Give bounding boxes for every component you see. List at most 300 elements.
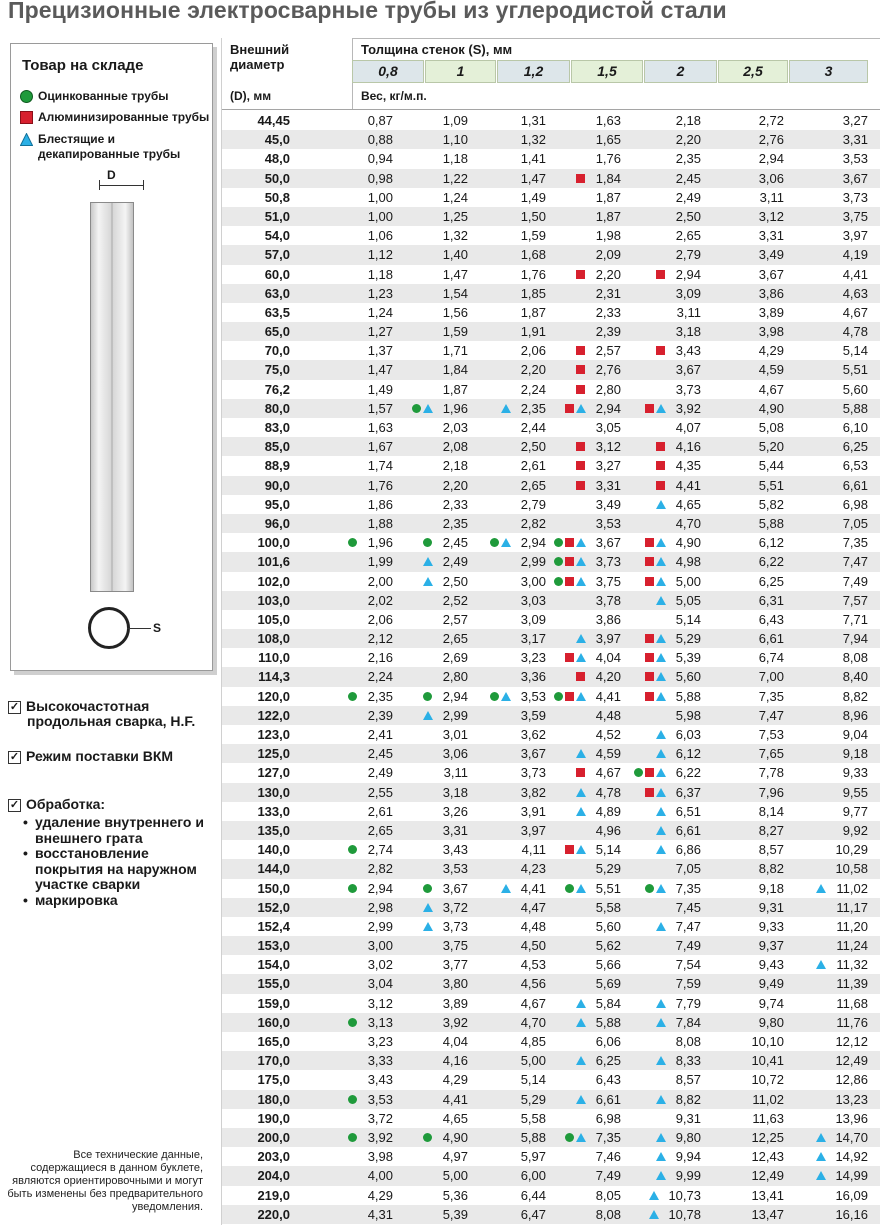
blue-triangle-icon <box>816 1152 826 1161</box>
weight-cell: 6,61 <box>595 1091 621 1107</box>
weight-cell: 6,98 <box>842 496 868 512</box>
red-square-icon <box>645 768 654 777</box>
weight-cell: 8,40 <box>842 669 868 685</box>
weight-cell: 3,59 <box>520 707 546 723</box>
weight-cell: 2,00 <box>367 573 393 589</box>
weight-cell: 2,45 <box>675 170 701 186</box>
weight-cell: 2,45 <box>367 746 393 762</box>
weight-cell: 3,31 <box>595 477 621 493</box>
weight-cell: 6,98 <box>595 1110 621 1126</box>
weight-cell: 3,82 <box>520 784 546 800</box>
table-row <box>222 360 880 379</box>
diameter-cell: 120,0 <box>257 688 290 704</box>
diameter-cell: 165,0 <box>257 1034 290 1049</box>
green-circle-icon <box>348 1018 357 1027</box>
blue-triangle-icon <box>816 1171 826 1180</box>
weight-cell: 3,67 <box>842 170 868 186</box>
weight-cell: 2,65 <box>367 822 393 838</box>
table-row <box>222 1032 880 1051</box>
weight-cell: 3,23 <box>367 1034 393 1049</box>
weight-cell: 8,08 <box>595 1206 621 1222</box>
table-row <box>222 476 880 495</box>
weight-cell: 2,02 <box>367 592 393 608</box>
blue-triangle-icon <box>656 1171 666 1180</box>
weight-cell: 2,55 <box>367 784 393 800</box>
weight-cell: 2,09 <box>595 247 621 263</box>
weight-cell: 6,06 <box>595 1034 621 1049</box>
diameter-cell: 123,0 <box>257 727 290 742</box>
weight-cell: 7,59 <box>675 976 701 992</box>
weight-cell: 11,20 <box>836 918 868 934</box>
blue-triangle-icon <box>576 404 586 413</box>
table-row <box>222 341 880 360</box>
diameter-cell: 150,0 <box>257 880 290 896</box>
table-row <box>222 572 880 591</box>
blue-triangle-icon <box>576 884 586 893</box>
red-square-icon <box>645 634 654 643</box>
legend-label: Блестящие и декапированные трубы <box>38 132 181 161</box>
diameter-cell: 203,0 <box>257 1149 290 1165</box>
weight-cell: 6,25 <box>758 573 784 589</box>
weight-cell: 7,96 <box>758 784 784 800</box>
table-row <box>222 399 880 418</box>
weight-cell: 12,43 <box>751 1149 784 1165</box>
red-square-icon <box>656 346 665 355</box>
weight-cell: 4,31 <box>367 1206 393 1222</box>
weight-cell: 3,91 <box>520 803 546 819</box>
blue-triangle-icon <box>656 1018 666 1027</box>
weight-cell: 9,33 <box>758 918 784 934</box>
checkbox-icon: ✓ <box>9 701 20 713</box>
weight-cell: 2,24 <box>367 669 393 685</box>
weight-cell: 2,18 <box>675 113 701 128</box>
red-square-icon <box>565 557 574 566</box>
red-square-icon <box>645 788 654 797</box>
weight-cell: 7,53 <box>758 727 784 742</box>
table-row <box>222 1128 880 1147</box>
diameter-cell: 85,0 <box>264 439 290 455</box>
blue-triangle-icon <box>576 1056 586 1065</box>
weight-cell: 3,02 <box>367 957 393 973</box>
feature-text: продольная сварка, H.F. <box>27 713 196 729</box>
legend-aluminized <box>20 110 209 124</box>
blue-triangle-icon <box>656 653 666 662</box>
table-row <box>222 130 880 149</box>
weight-cell: 4,48 <box>595 707 621 723</box>
weight-cell: 5,51 <box>758 477 784 493</box>
weight-cell: 2,39 <box>595 324 621 340</box>
weight-cell: 6,86 <box>675 842 701 858</box>
table-row <box>222 629 880 648</box>
blue-triangle-icon <box>656 884 666 893</box>
weight-cell: 1,84 <box>442 362 468 378</box>
weight-cell: 4,00 <box>367 1168 393 1184</box>
weight-cell: 4,50 <box>520 938 546 954</box>
weight-cell: 2,65 <box>520 477 546 493</box>
weight-cell: 3,73 <box>595 554 621 570</box>
table-row <box>222 821 880 840</box>
weight-cell: 5,29 <box>595 861 621 877</box>
weight-cell: 1,91 <box>520 324 546 340</box>
weight-cell: 6,00 <box>520 1168 546 1184</box>
legend-label: Алюминизированные трубы <box>38 110 210 124</box>
weight-cell: 3,53 <box>442 861 468 877</box>
table-row <box>222 380 880 399</box>
diameter-cell: 75,0 <box>264 362 290 378</box>
table-row <box>222 188 880 207</box>
weight-cell: 11,63 <box>752 1110 784 1126</box>
weight-cell: 1,87 <box>595 208 621 224</box>
page-title: Прецизионные электросварные трубы из углеродистой стали <box>8 0 727 23</box>
weight-cell: 3,98 <box>367 1149 393 1165</box>
weight-cell: 2,33 <box>442 496 468 512</box>
blue-triangle-icon <box>656 999 666 1008</box>
weight-cell: 2,99 <box>442 707 468 723</box>
thickness-header-cell: 3 <box>789 60 868 83</box>
weight-cell: 3,12 <box>595 439 621 455</box>
weight-cell: 3,12 <box>367 995 393 1011</box>
weight-cell: 2,12 <box>367 631 393 647</box>
blue-triangle-icon <box>816 960 826 969</box>
green-circle-icon <box>554 577 563 586</box>
table-row <box>222 687 880 706</box>
weight-cell: 1,99 <box>367 554 393 570</box>
weight-cell: 1,96 <box>442 400 468 416</box>
weight-cell: 3,89 <box>758 304 784 320</box>
weight-cell: 9,55 <box>842 784 868 800</box>
diameter-cell: 90,0 <box>264 477 290 493</box>
weight-cell: 3,73 <box>442 918 468 934</box>
weight-cell: 5,08 <box>758 420 784 435</box>
weight-cell: 4,29 <box>367 1187 393 1203</box>
weight-cell: 1,12 <box>367 247 393 263</box>
weight-cell: 1,25 <box>442 208 468 224</box>
disclaimer: Все технические данные, содержащиеся в данном буклете, являются ориентировочными и могут быть изменены без предварительного уведомления. <box>7 1149 203 1213</box>
weight-cell: 3,05 <box>595 420 621 435</box>
diameter-cell: 80,0 <box>264 400 290 416</box>
weight-cell: 2,35 <box>442 515 468 531</box>
diameter-cell: 63,0 <box>264 285 290 301</box>
weight-cell: 5,51 <box>595 880 621 896</box>
table-row <box>222 456 880 475</box>
list-item: • удаление внутреннего и внешнего грата <box>23 815 205 846</box>
weight-cell: 5,58 <box>595 899 621 915</box>
weight-cell: 3,86 <box>758 285 784 301</box>
weight-cell: 0,88 <box>367 132 393 148</box>
blue-triangle-icon <box>423 903 433 912</box>
weight-cell: 10,73 <box>668 1187 701 1203</box>
weight-cell: 16,09 <box>835 1187 868 1203</box>
weight-cell: 2,50 <box>520 439 546 455</box>
red-square-icon <box>645 404 654 413</box>
weight-cell: 1,47 <box>367 362 393 378</box>
weight-cell: 4,11 <box>521 842 546 858</box>
weight-cell: 1,47 <box>520 170 546 186</box>
weight-cell: 13,23 <box>835 1091 868 1107</box>
blue-triangle-icon <box>649 1210 659 1219</box>
weight-cell: 9,49 <box>758 976 784 992</box>
blue-triangle-icon <box>576 538 586 547</box>
weight-cell: 1,65 <box>595 132 621 148</box>
table-row <box>222 648 880 667</box>
weight-header: Вес, кг/м.п. <box>361 89 427 103</box>
diameter-cell: 159,0 <box>257 995 290 1011</box>
weight-cell: 6,74 <box>758 650 784 666</box>
weight-cell: 3,73 <box>675 381 701 397</box>
weight-cell: 1,74 <box>367 458 393 474</box>
blue-triangle-icon <box>423 557 433 566</box>
blue-triangle-icon <box>501 538 511 547</box>
weight-cell: 9,43 <box>758 957 784 973</box>
weight-cell: 2,03 <box>442 420 468 435</box>
weight-cell: 3,92 <box>675 400 701 416</box>
weight-cell: 4,85 <box>520 1034 546 1049</box>
thickness-header-cell: 2 <box>644 60 717 83</box>
diameter-dimension-line <box>99 185 144 186</box>
table-row <box>222 207 880 226</box>
weight-cell: 7,05 <box>675 861 701 877</box>
feature-processing <box>8 797 220 908</box>
weight-cell: 4,56 <box>520 976 546 992</box>
green-circle-icon <box>348 1095 357 1104</box>
weight-cell: 4,67 <box>520 995 546 1011</box>
weight-cell: 12,49 <box>835 1053 868 1069</box>
green-circle-icon <box>565 884 574 893</box>
pipe-table <box>222 111 880 1224</box>
blue-triangle-icon <box>576 634 586 643</box>
weight-cell: 2,94 <box>367 880 393 896</box>
weight-cell: 3,67 <box>520 746 546 762</box>
weight-cell: 7,47 <box>758 707 784 723</box>
weight-cell: 2,94 <box>675 266 701 282</box>
diameter-cell: 130,0 <box>257 784 290 800</box>
weight-cell: 6,53 <box>842 458 868 474</box>
weight-cell: 7,35 <box>758 688 784 704</box>
weight-cell: 9,18 <box>842 746 868 762</box>
table-row <box>222 783 880 802</box>
blue-triangle-icon <box>576 999 586 1008</box>
weight-cell: 3,01 <box>442 727 468 742</box>
weight-cell: 1,00 <box>367 189 393 205</box>
diameter-cell: 180,0 <box>257 1091 290 1107</box>
thickness-header-cell: 1,2 <box>497 60 570 83</box>
weight-cell: 9,94 <box>675 1149 701 1165</box>
weight-cell: 1,86 <box>367 496 393 512</box>
table-row <box>222 1109 880 1128</box>
wall-dimension-line <box>127 628 151 629</box>
blue-triangle-icon <box>656 788 666 797</box>
weight-cell: 7,46 <box>595 1149 621 1165</box>
diameter-cell: 154,0 <box>257 957 290 973</box>
weight-cell: 4,78 <box>595 784 621 800</box>
red-square-icon <box>656 461 665 470</box>
weight-cell: 2,65 <box>442 631 468 647</box>
weight-cell: 11,02 <box>836 880 868 896</box>
weight-cell: 2,24 <box>520 381 546 397</box>
table-row <box>222 1166 880 1185</box>
diameter-cell: 170,0 <box>257 1053 290 1069</box>
table-row <box>222 495 880 514</box>
blue-triangle-icon <box>423 922 433 931</box>
weight-cell: 6,43 <box>758 611 784 627</box>
weight-cell: 4,53 <box>520 957 546 973</box>
red-square-icon <box>565 577 574 586</box>
weight-cell: 12,25 <box>751 1129 784 1145</box>
weight-cell: 4,96 <box>595 822 621 838</box>
green-circle-icon <box>645 884 654 893</box>
table-row <box>222 610 880 629</box>
weight-cell: 3,18 <box>675 324 701 340</box>
weight-cell: 5,88 <box>758 515 784 531</box>
blue-triangle-icon <box>576 807 586 816</box>
diameter-cell: 219,0 <box>257 1187 290 1203</box>
weight-cell: 7,84 <box>675 1014 701 1030</box>
weight-cell: 8,05 <box>595 1187 621 1203</box>
diameter-cell: 114,3 <box>258 669 290 685</box>
table-row <box>222 169 880 188</box>
weight-cell: 4,98 <box>675 554 701 570</box>
weight-cell: 4,70 <box>675 515 701 531</box>
weight-cell: 2,80 <box>595 381 621 397</box>
weight-cell: 3,43 <box>367 1072 393 1088</box>
diameter-cell: 96,0 <box>264 515 290 531</box>
red-square-icon <box>645 557 654 566</box>
weight-cell: 3,67 <box>675 362 701 378</box>
weight-cell: 7,35 <box>842 535 868 551</box>
weight-cell: 4,29 <box>442 1072 468 1088</box>
weight-cell: 1,00 <box>367 208 393 224</box>
pipe-cross-section-icon <box>88 607 130 649</box>
blue-triangle-icon <box>656 768 666 777</box>
weight-cell: 3,75 <box>842 208 868 224</box>
weight-cell: 5,88 <box>675 688 701 704</box>
weight-cell: 1,40 <box>442 247 468 263</box>
weight-cell: 2,33 <box>595 304 621 320</box>
weight-cell: 8,82 <box>842 688 868 704</box>
weight-cell: 4,07 <box>675 420 701 435</box>
weight-cell: 3,77 <box>442 957 468 973</box>
weight-cell: 8,08 <box>675 1034 701 1049</box>
table-row <box>222 552 880 571</box>
weight-cell: 4,59 <box>758 362 784 378</box>
diameter-label: D <box>107 168 116 182</box>
green-circle-icon <box>348 692 357 701</box>
weight-cell: 2,82 <box>520 515 546 531</box>
weight-cell: 1,67 <box>367 439 393 455</box>
weight-cell: 2,99 <box>520 554 546 570</box>
blue-triangle-icon <box>656 577 666 586</box>
legend-galvanized <box>20 89 169 103</box>
weight-cell: 5,00 <box>442 1168 468 1184</box>
legend-bright <box>20 132 208 162</box>
blue-triangle-icon <box>656 749 666 758</box>
weight-cell: 8,82 <box>758 861 784 877</box>
blue-triangle-icon <box>576 692 586 701</box>
weight-cell: 3,73 <box>520 765 546 781</box>
green-circle-icon <box>20 90 33 103</box>
weight-cell: 5,00 <box>520 1053 546 1069</box>
weight-cell: 5,98 <box>675 707 701 723</box>
diameter-cell: 204,0 <box>257 1168 290 1184</box>
weight-cell: 4,70 <box>520 1014 546 1030</box>
weight-cell: 6,37 <box>675 784 701 800</box>
weight-cell: 3,53 <box>595 515 621 531</box>
table-row <box>222 898 880 917</box>
weight-cell: 3,36 <box>520 669 546 685</box>
blue-triangle-icon <box>501 884 511 893</box>
weight-cell: 1,49 <box>367 381 393 397</box>
table-row <box>222 284 880 303</box>
weight-cell: 8,33 <box>675 1053 701 1069</box>
table-row <box>222 879 880 898</box>
weight-cell: 0,98 <box>367 170 393 186</box>
blue-triangle-icon <box>656 634 666 643</box>
table-row <box>222 245 880 264</box>
weight-cell: 14,70 <box>835 1129 868 1145</box>
blue-triangle-icon <box>656 404 666 413</box>
weight-cell: 8,96 <box>842 707 868 723</box>
weight-cell: 2,50 <box>442 573 468 589</box>
weight-cell: 3,13 <box>367 1014 393 1030</box>
outer-diameter-unit: (D), мм <box>230 89 272 103</box>
weight-cell: 2,57 <box>442 611 468 627</box>
weight-cell: 1,96 <box>367 535 393 551</box>
red-square-icon <box>576 481 585 490</box>
table-row <box>222 514 880 533</box>
red-square-icon <box>656 442 665 451</box>
weight-cell: 2,20 <box>675 132 701 148</box>
feature-hf-welding <box>8 699 195 729</box>
weight-cell: 2,82 <box>367 861 393 877</box>
weight-cell: 3,53 <box>842 151 868 167</box>
weight-cell: 2,80 <box>442 669 468 685</box>
table-row <box>222 840 880 859</box>
weight-cell: 4,67 <box>595 765 621 781</box>
weight-cell: 3,26 <box>442 803 468 819</box>
blue-triangle-icon <box>656 672 666 681</box>
weight-cell: 8,57 <box>675 1072 701 1088</box>
weight-cell: 1,76 <box>595 151 621 167</box>
weight-cell: 1,10 <box>442 132 468 148</box>
weight-cell: 2,72 <box>758 113 784 128</box>
weight-cell: 7,65 <box>758 746 784 762</box>
diameter-cell: 63,5 <box>264 304 290 320</box>
weight-cell: 6,44 <box>520 1187 546 1203</box>
weight-cell: 4,41 <box>842 266 868 282</box>
weight-cell: 1,31 <box>520 113 546 128</box>
weight-cell: 4,63 <box>842 285 868 301</box>
wall-label: S <box>153 621 162 635</box>
red-square-icon <box>576 442 585 451</box>
weight-cell: 5,60 <box>842 381 868 397</box>
blue-triangle-icon <box>501 692 511 701</box>
diameter-cell: 45,0 <box>264 132 290 148</box>
weight-cell: 3,06 <box>442 746 468 762</box>
weight-cell: 10,41 <box>751 1053 784 1069</box>
weight-cell: 2,76 <box>758 132 784 148</box>
weight-cell: 11,02 <box>752 1091 784 1107</box>
weight-cell: 5,69 <box>595 976 621 992</box>
blue-triangle-icon <box>656 596 666 605</box>
blue-triangle-icon <box>576 845 586 854</box>
blue-triangle-icon <box>501 404 511 413</box>
diameter-cell: 152,4 <box>257 918 290 934</box>
table-row <box>222 591 880 610</box>
weight-cell: 7,35 <box>595 1129 621 1145</box>
weight-cell: 14,92 <box>835 1149 868 1165</box>
thickness-header-cell: 2,5 <box>718 60 788 83</box>
weight-cell: 7,94 <box>842 631 868 647</box>
